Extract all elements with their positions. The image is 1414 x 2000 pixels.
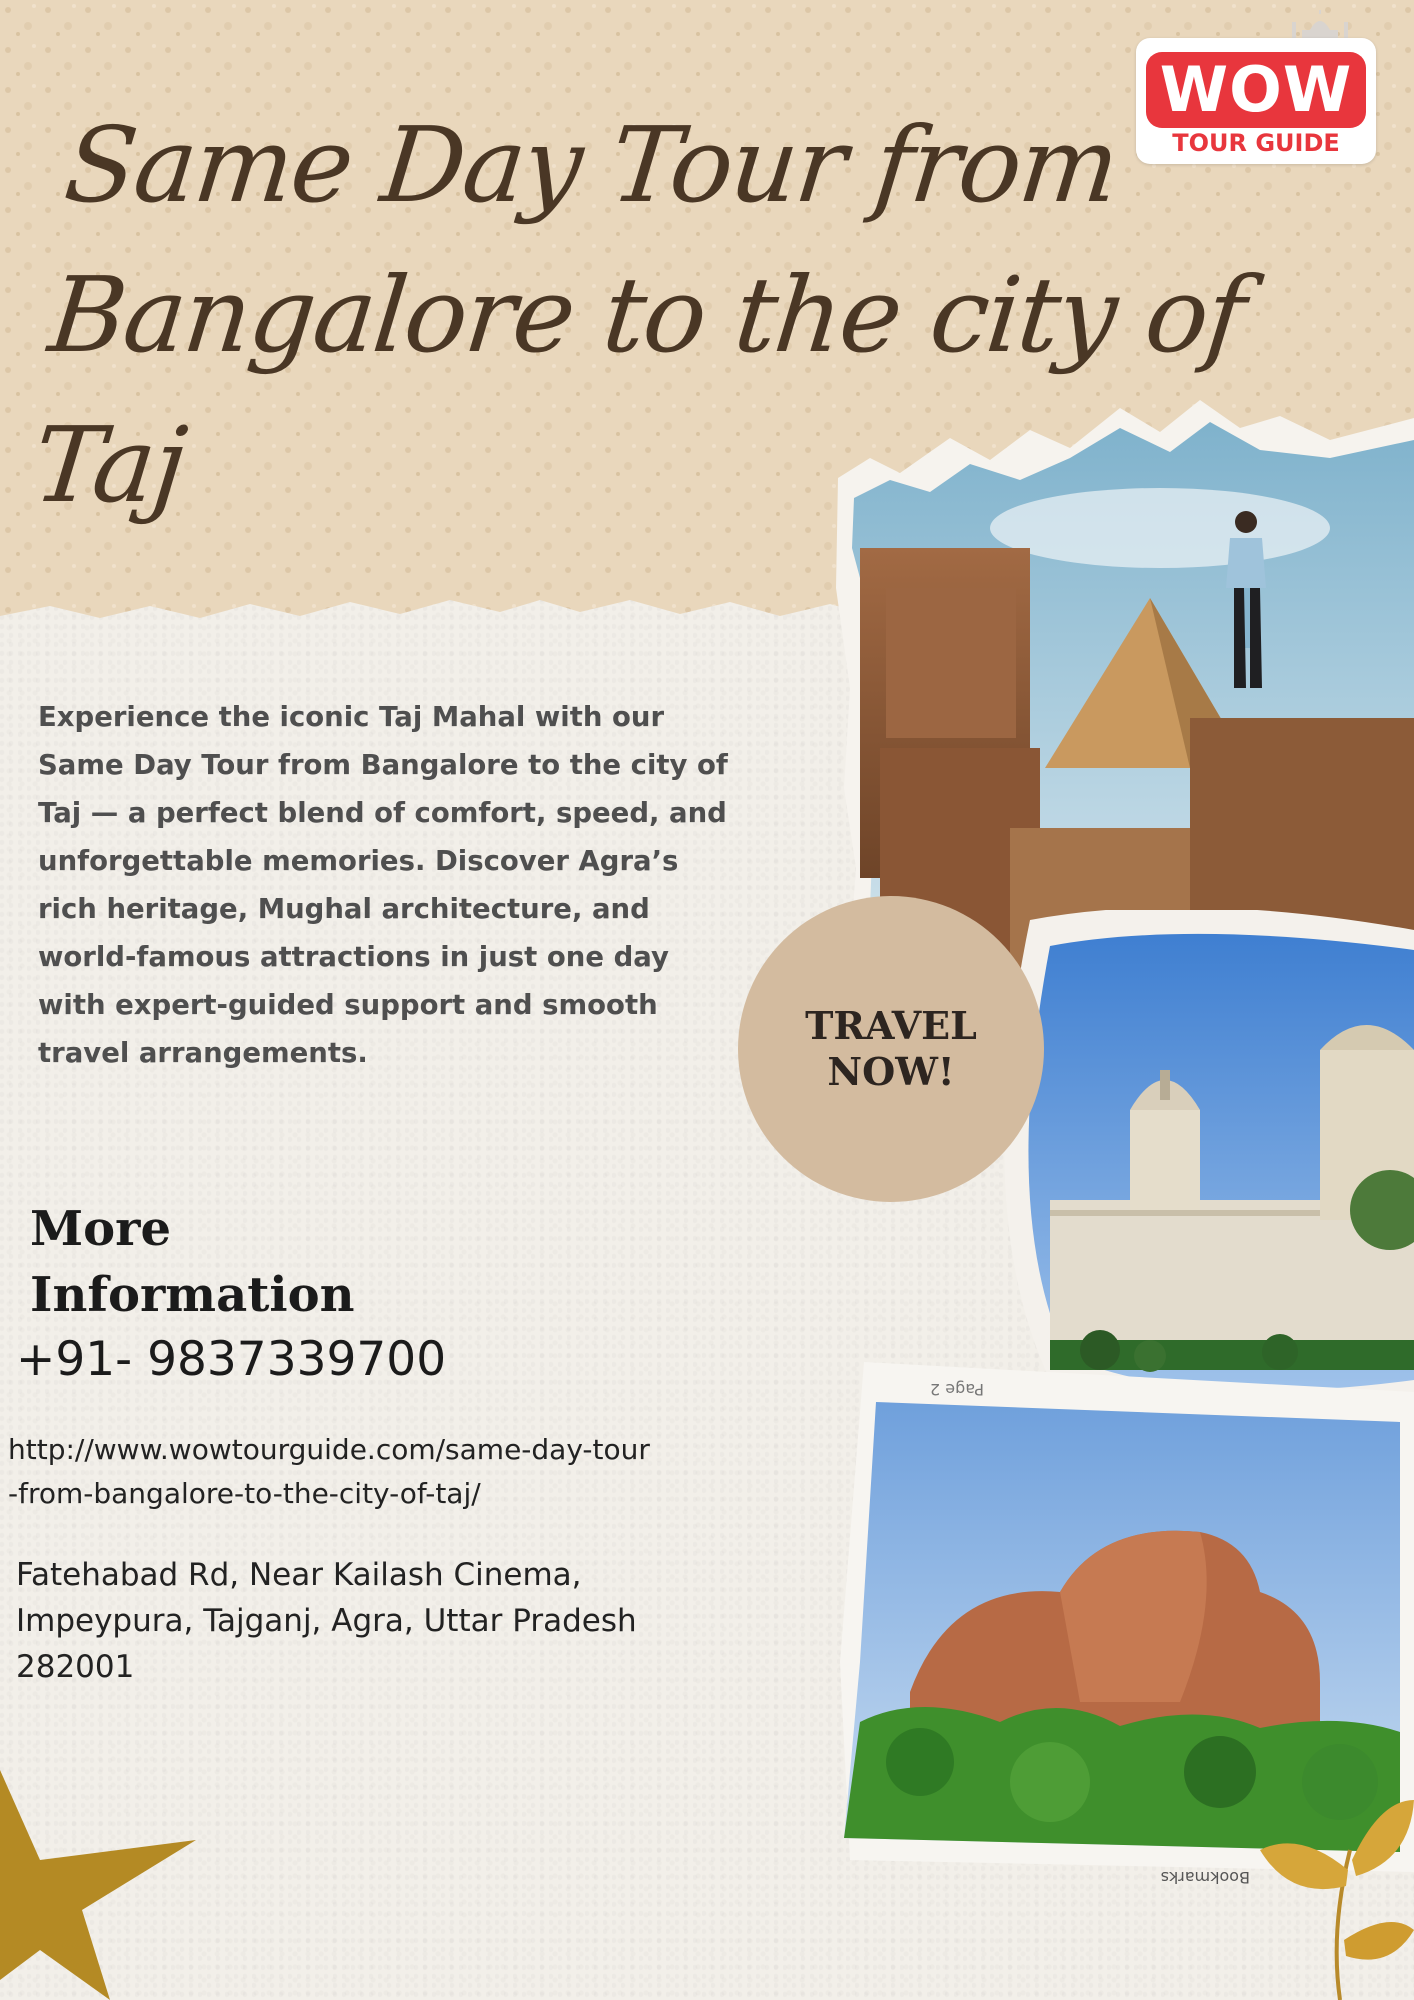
travel-now-badge[interactable]	[738, 896, 1044, 1202]
travel-now-text	[791, 1003, 991, 1095]
more-information-line1: More	[30, 1201, 171, 1257]
page-title: Same Day Tour from Bangalore to the city of Taj	[27, 104, 1250, 526]
travel-now-line2: NOW!	[827, 1049, 955, 1094]
address-line3: 282001	[16, 1649, 135, 1685]
travel-now-line1: TRAVEL	[805, 1003, 977, 1048]
logo-subtitle: TOUR GUIDE	[1172, 129, 1340, 157]
tour-url-link[interactable]: http://www.wowtourguide.com/same-day-tour-from-bangalore-to-the-city-of-taj/	[8, 1433, 650, 1510]
wow-tour-guide-logo	[1136, 38, 1376, 164]
tour-description: Experience the iconic Taj Mahal with our Same Day Tour from Bangalore to the city of Taj — a perfect blend of comfort, speed, and unforgettable memories. Discover Agra’s rich heritage, Mughal architecture, and world-famous attractions in just one day with expert-guided support and smooth travel arrangements.	[38, 701, 728, 1069]
more-information-line2: Information	[30, 1267, 355, 1323]
more-information-heading	[30, 1196, 530, 1328]
phone-number[interactable]: +91- 9837339700	[16, 1332, 447, 1387]
logo-wow-text: WOW	[1146, 52, 1366, 128]
leaf-icon	[1240, 1790, 1414, 2000]
address-line1: Fatehabad Rd, Near Kailash Cinema,	[16, 1557, 582, 1593]
address	[16, 1552, 676, 1690]
polaroid-top-label: Page 2	[930, 1380, 984, 1399]
address-line2: Impeypura, Tajganj, Agra, Uttar Pradesh	[16, 1603, 637, 1639]
vidhana-soudha-photo	[990, 910, 1414, 1430]
polaroid-bottom-label: Bookmarks	[1160, 1868, 1250, 1887]
star-icon	[0, 1750, 200, 2000]
